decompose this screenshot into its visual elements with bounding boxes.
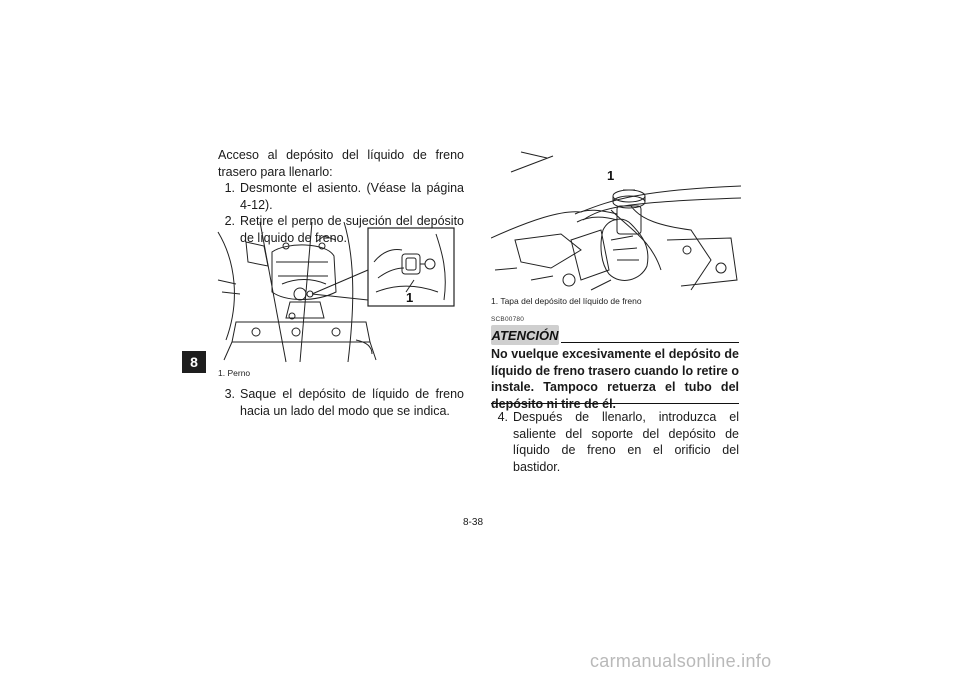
step-number: 3. [224, 387, 235, 401]
caption-number: 1. [218, 368, 226, 378]
warning-text: No vuelque excesivamente el depósito de líquido de freno trasero cuando lo retire o instale. Tampoco retuerza el tubo del depósito ni tire de él. [491, 347, 739, 411]
warning-rule [561, 342, 739, 343]
caption-text: Tapa del depósito del líquido de freno [500, 296, 642, 306]
step-text: Saque el depósito de líquido de freno hacia un lado del modo que se indica. [240, 387, 464, 418]
step-text: Después de llenarlo, introduzca el saliente del soporte del depósito de líquido de freno en el orificio del bastidor. [513, 410, 739, 474]
step-number: 4. [497, 410, 508, 424]
step-3 [218, 386, 464, 419]
step-1 [218, 180, 464, 213]
warning-end-rule [491, 403, 739, 404]
step-text: Desmonte el asiento. (Véase la página 4-12). [240, 181, 464, 212]
warning-code: SCB00780 [491, 316, 525, 323]
step-text: Retire el perno de sujeción del depósito de líquido de freno. [240, 214, 464, 245]
caption-text: Perno [227, 368, 251, 378]
step-number: 1. [224, 181, 235, 196]
warning-label: ATENCIÓN [491, 325, 559, 345]
step-number: 2. [224, 214, 235, 229]
page-number: 8-38 [463, 517, 484, 528]
figure-caption-left [218, 368, 250, 378]
chapter-tab: 8 [182, 351, 206, 373]
figure-callout: 1 [406, 290, 414, 305]
reservoir-illustration [491, 150, 741, 292]
watermark: carmanualsonline.info [590, 651, 772, 671]
step-4 [491, 409, 739, 475]
figure-callout: 1 [607, 168, 615, 183]
caption-number: 1. [491, 296, 499, 306]
bolt-illustration [216, 222, 462, 370]
warning-header [491, 325, 739, 345]
figure-caption-right [491, 296, 642, 306]
intro-text: Acceso al depósito del líquido de freno trasero para llenarlo: [218, 148, 464, 179]
